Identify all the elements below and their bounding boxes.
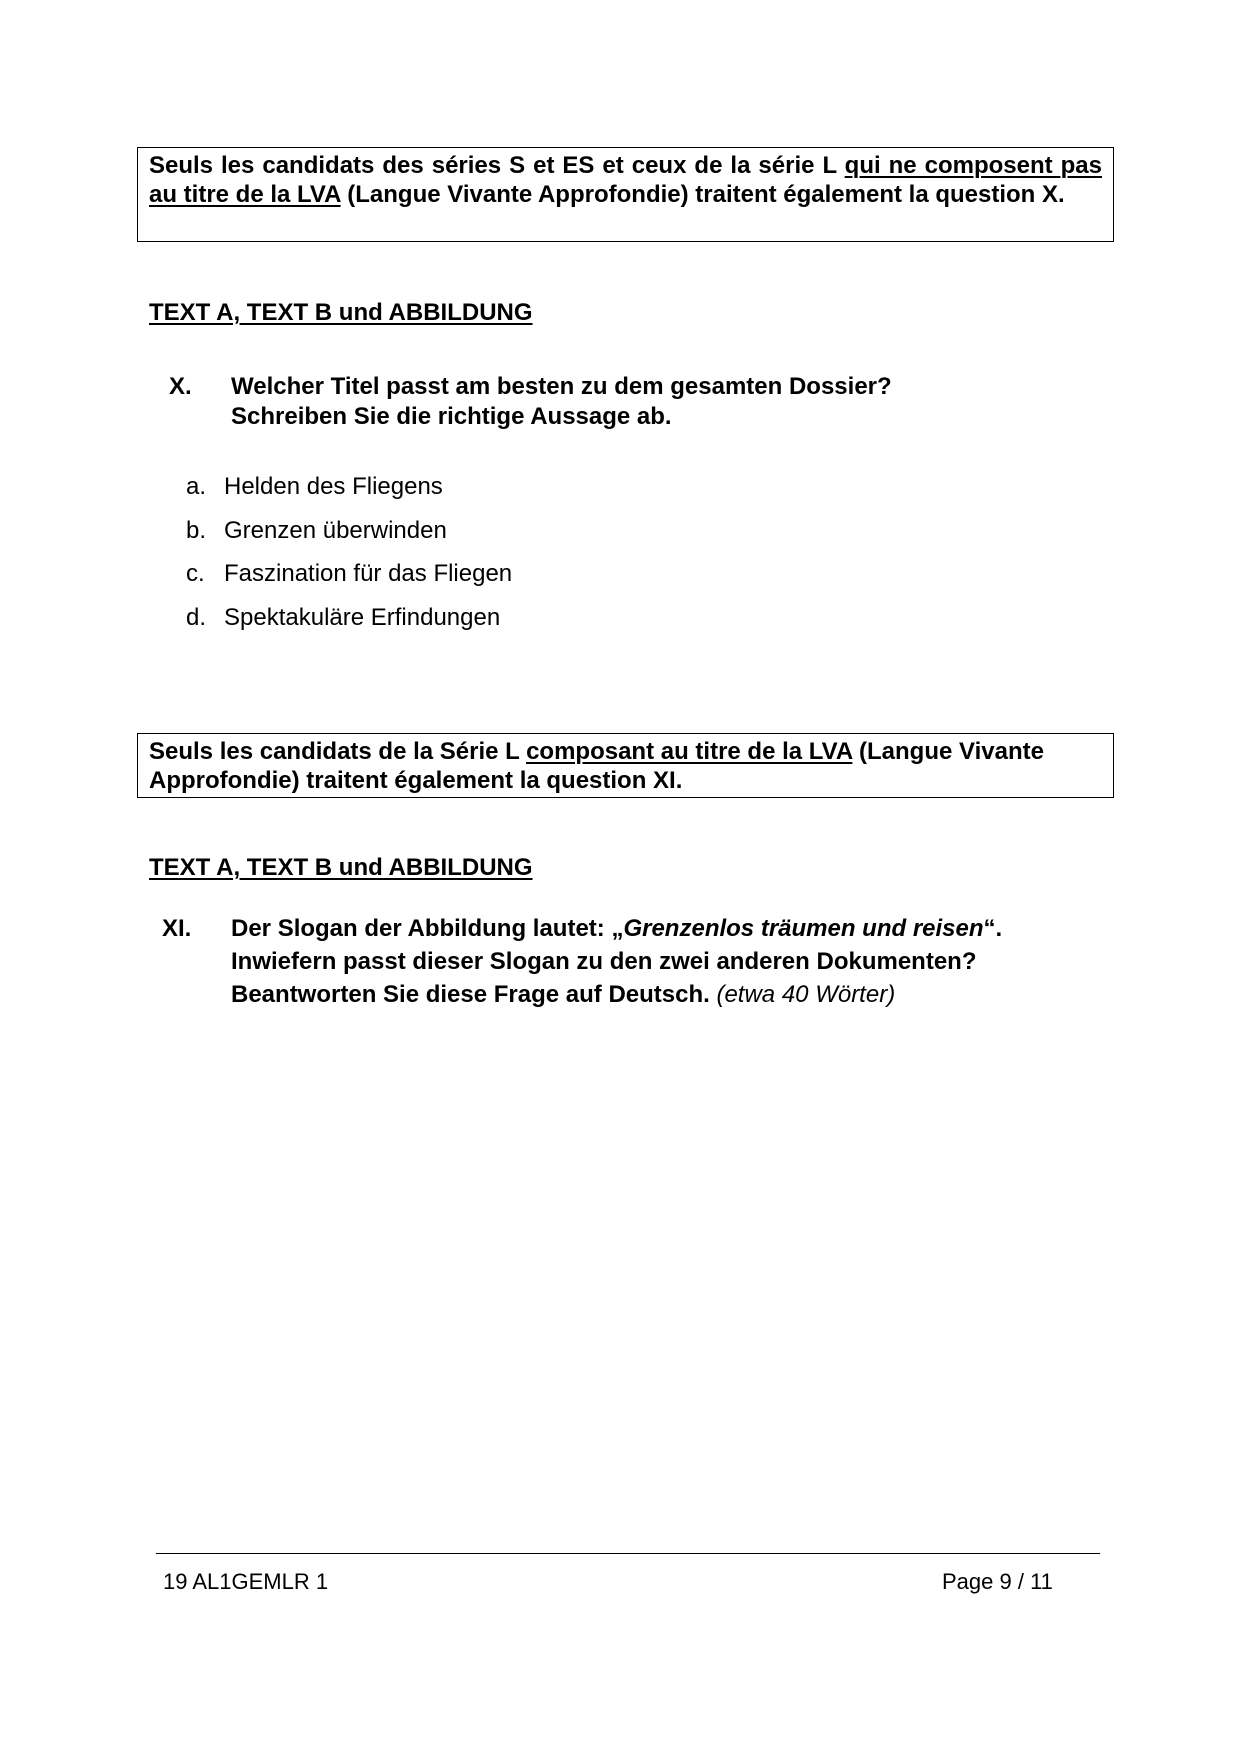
slogan-prefix: Der Slogan der Abbildung lautet: „ xyxy=(231,915,624,942)
footer-page-number: Page 9 / 11 xyxy=(942,1569,1053,1594)
option-letter: d. xyxy=(186,603,207,631)
notice-text-before: Seuls les candidats des séries S et ES et ceux de la série L xyxy=(149,152,845,179)
question-x-line-2: Schreiben Sie die richtige Aussage ab. xyxy=(231,403,672,430)
option-letter: b. xyxy=(186,516,207,544)
answer-option-c xyxy=(186,559,512,603)
section-heading-2: TEXT A, TEXT B und ABBILDUNG xyxy=(149,854,533,881)
section-heading-1: TEXT A, TEXT B und ABBILDUNG xyxy=(149,299,533,326)
question-xi-line-1 xyxy=(231,914,1002,944)
question-x-line-1: Welcher Titel passt am besten zu dem gesamten Dossier? xyxy=(231,373,892,400)
notice-box-question-xi xyxy=(137,733,1114,798)
notice-box-question-x xyxy=(137,147,1114,242)
notice-text-before: Seuls les candidats de la Série L xyxy=(149,738,527,765)
answer-instruction: Beantworten Sie diese Frage auf Deutsch. xyxy=(231,981,710,1008)
question-x-text xyxy=(231,372,892,432)
answer-options-list xyxy=(186,472,512,646)
footer-divider xyxy=(156,1553,1100,1554)
option-text: Grenzen überwinden xyxy=(224,516,447,544)
notice-text-after: (Langue Vivante Approfondie) traitent également la question XI. xyxy=(149,738,1044,794)
footer-exam-code: 19 AL1GEMLR 1 xyxy=(163,1569,329,1594)
question-number-x: X. xyxy=(169,373,192,400)
notice-text-after: (Langue Vivante Approfondie) traitent également la question X. xyxy=(340,181,1065,208)
option-text: Faszination für das Fliegen xyxy=(224,560,513,587)
answer-option-a xyxy=(186,472,512,516)
option-letter: a. xyxy=(186,473,207,500)
question-xi-line-3 xyxy=(231,980,1002,1010)
word-count-hint: (etwa 40 Wörter) xyxy=(716,981,896,1008)
option-letter: c. xyxy=(186,560,205,587)
question-xi-line-2: Inwiefern passt dieser Slogan zu den zwei anderen Dokumenten? xyxy=(231,948,977,975)
notice-underlined-text: composant au titre de la LVA xyxy=(526,738,853,765)
option-text: Helden des Fliegens xyxy=(224,473,443,500)
slogan-suffix: “. xyxy=(983,915,1003,942)
option-text: Spektakuläre Erfindungen xyxy=(224,603,501,631)
answer-option-d xyxy=(186,603,512,647)
notice-underlined-text: qui ne composent pas au titre de la LVA xyxy=(149,152,1102,208)
slogan-text: Grenzenlos träumen und reisen xyxy=(623,915,984,942)
question-xi-text xyxy=(231,914,1002,1010)
question-number-xi: XI. xyxy=(162,915,192,942)
answer-option-b xyxy=(186,516,512,560)
